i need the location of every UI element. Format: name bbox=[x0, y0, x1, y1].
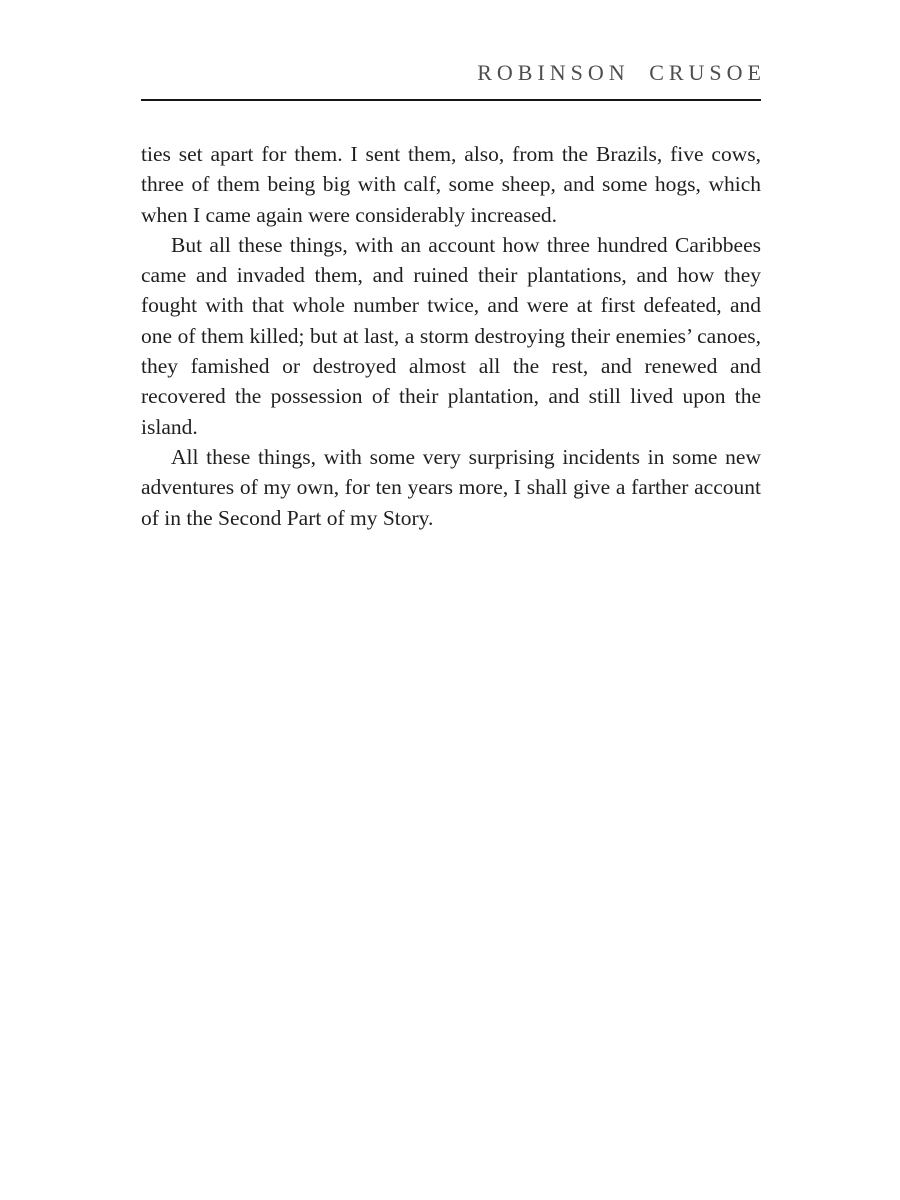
running-head-title: ROBINSON CRUSOE bbox=[477, 60, 766, 85]
paragraph-closing: All these things, with some very surprising incidents in some new adventures of my own, for ten years more, I shall give a farther account of in the Second Part of my Story. bbox=[141, 444, 761, 530]
page-header bbox=[141, 60, 766, 101]
header-rule bbox=[141, 99, 761, 101]
paragraph-continuation: ties set apart for them. I sent them, also, from the Brazils, five cows, three of them being big with calf, some sheep, and some hogs, which when I came again were considerably increased. bbox=[141, 142, 761, 227]
text-column bbox=[141, 0, 766, 533]
page-body bbox=[141, 139, 761, 533]
paragraph-caribbees: But all these things, with an account how three hundred Caribbees came and invaded them, and ruined their plantations, and how they fought with that whole number twice, and were at first defeated, and one of them killed; but at last, a storm destroying their enemies’ canoes, they famished or destroyed almost all the rest, and renewed and recovered the possession of their plantation, and still lived upon the island. bbox=[141, 232, 761, 439]
